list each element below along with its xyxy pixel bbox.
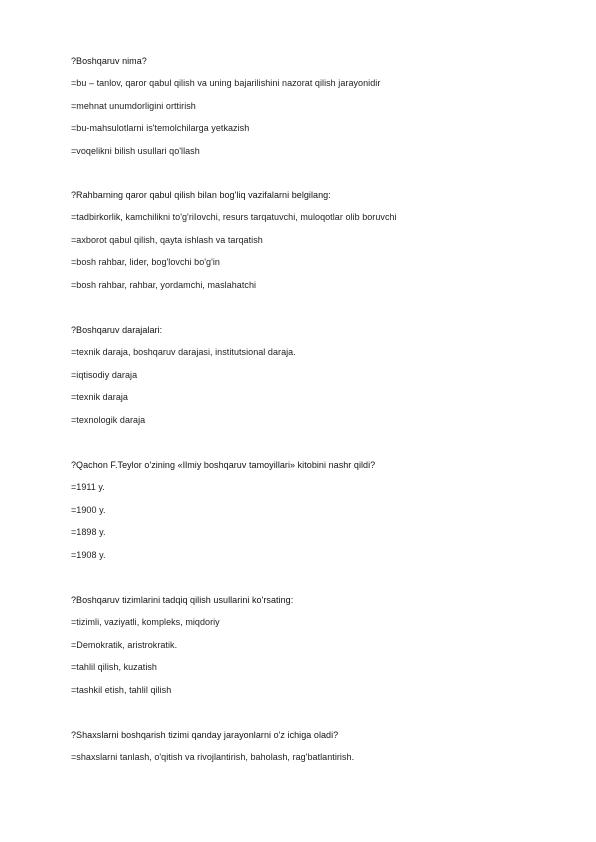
- answer-option: =mehnat unumdorligini orttirish: [71, 100, 196, 111]
- answer-option: =tashkil etish, tahlil qilish: [71, 684, 172, 695]
- question-block-3: [71, 325, 571, 437]
- answer-option: =1908 y.: [71, 549, 106, 560]
- question-block-2: [71, 190, 571, 302]
- question-block-4: [71, 460, 571, 572]
- answer-option: =bu-mahsulotlarni is'temolchilarga yetkazish: [71, 123, 250, 134]
- answer-option: =bu – tanlov, qaror qabul qilish va uning bajarilishini nazorat qilish jarayonidir: [71, 78, 381, 89]
- answer-option: =tizimli, vaziyatli, kompleks, miqdoriy: [71, 617, 220, 628]
- question-text: ?Rahbarning qaror qabul qilish bilan bog'liq vazifalarni belgilang:: [71, 190, 331, 200]
- question-block-1: [71, 56, 571, 168]
- answer-option: =iqtisodiy daraja: [71, 369, 138, 380]
- question-text: ?Boshqaruv nima?: [71, 56, 147, 66]
- answer-option: =texnik daraja: [71, 392, 128, 403]
- answer-option: =1911 y.: [71, 482, 105, 493]
- question-text: ?Qachon F.Teylor o'zining «Ilmiy boshqaruv tamoyillari» kitobini nashr qildi?: [71, 460, 376, 470]
- answer-option: =tadbirkorlik, kamchilikni to'g'riIovchi, resurs tarqatuvchi, muloqotlar olib boruvchi: [71, 212, 397, 223]
- answer-option: =texnik daraja, boshqaruv darajasi, institutsional daraja.: [71, 347, 296, 358]
- answer-option: =shaxslarni tanlash, o'qitish va rivojlantirish, baholash, rag'batlantirish.: [71, 752, 355, 763]
- question-text: ?Boshqaruv tizimlarini tadqiq qilish usullarini ko'rsating:: [71, 595, 294, 605]
- answer-option: =Demokratik, aristrokratik.: [71, 639, 178, 650]
- answer-option: =bosh rahbar, rahbar, yordamchi, maslahatchi: [71, 279, 257, 290]
- question-text: ?Shaxslarni boshqarish tizimi qanday jarayonlarni o'z ichiga oladi?: [71, 730, 339, 740]
- answer-option: =voqelikni bilish usullari qo'llash: [71, 145, 200, 156]
- question-text: ?Boshqaruv darajalari:: [71, 325, 163, 335]
- answer-option: =1900 y.: [71, 504, 106, 515]
- question-block-6: [71, 730, 571, 775]
- answer-option: =1898 y.: [71, 527, 106, 538]
- answer-option: =texnologik daraja: [71, 414, 146, 425]
- answer-option: =bosh rahbar, lider, bog'lovchi bo'g'in: [71, 257, 220, 268]
- answer-option: =axborot qabul qilish, qayta ishlash va tarqatish: [71, 234, 263, 245]
- answer-option: =tahlil qilish, kuzatish: [71, 662, 157, 673]
- question-block-5: [71, 595, 571, 707]
